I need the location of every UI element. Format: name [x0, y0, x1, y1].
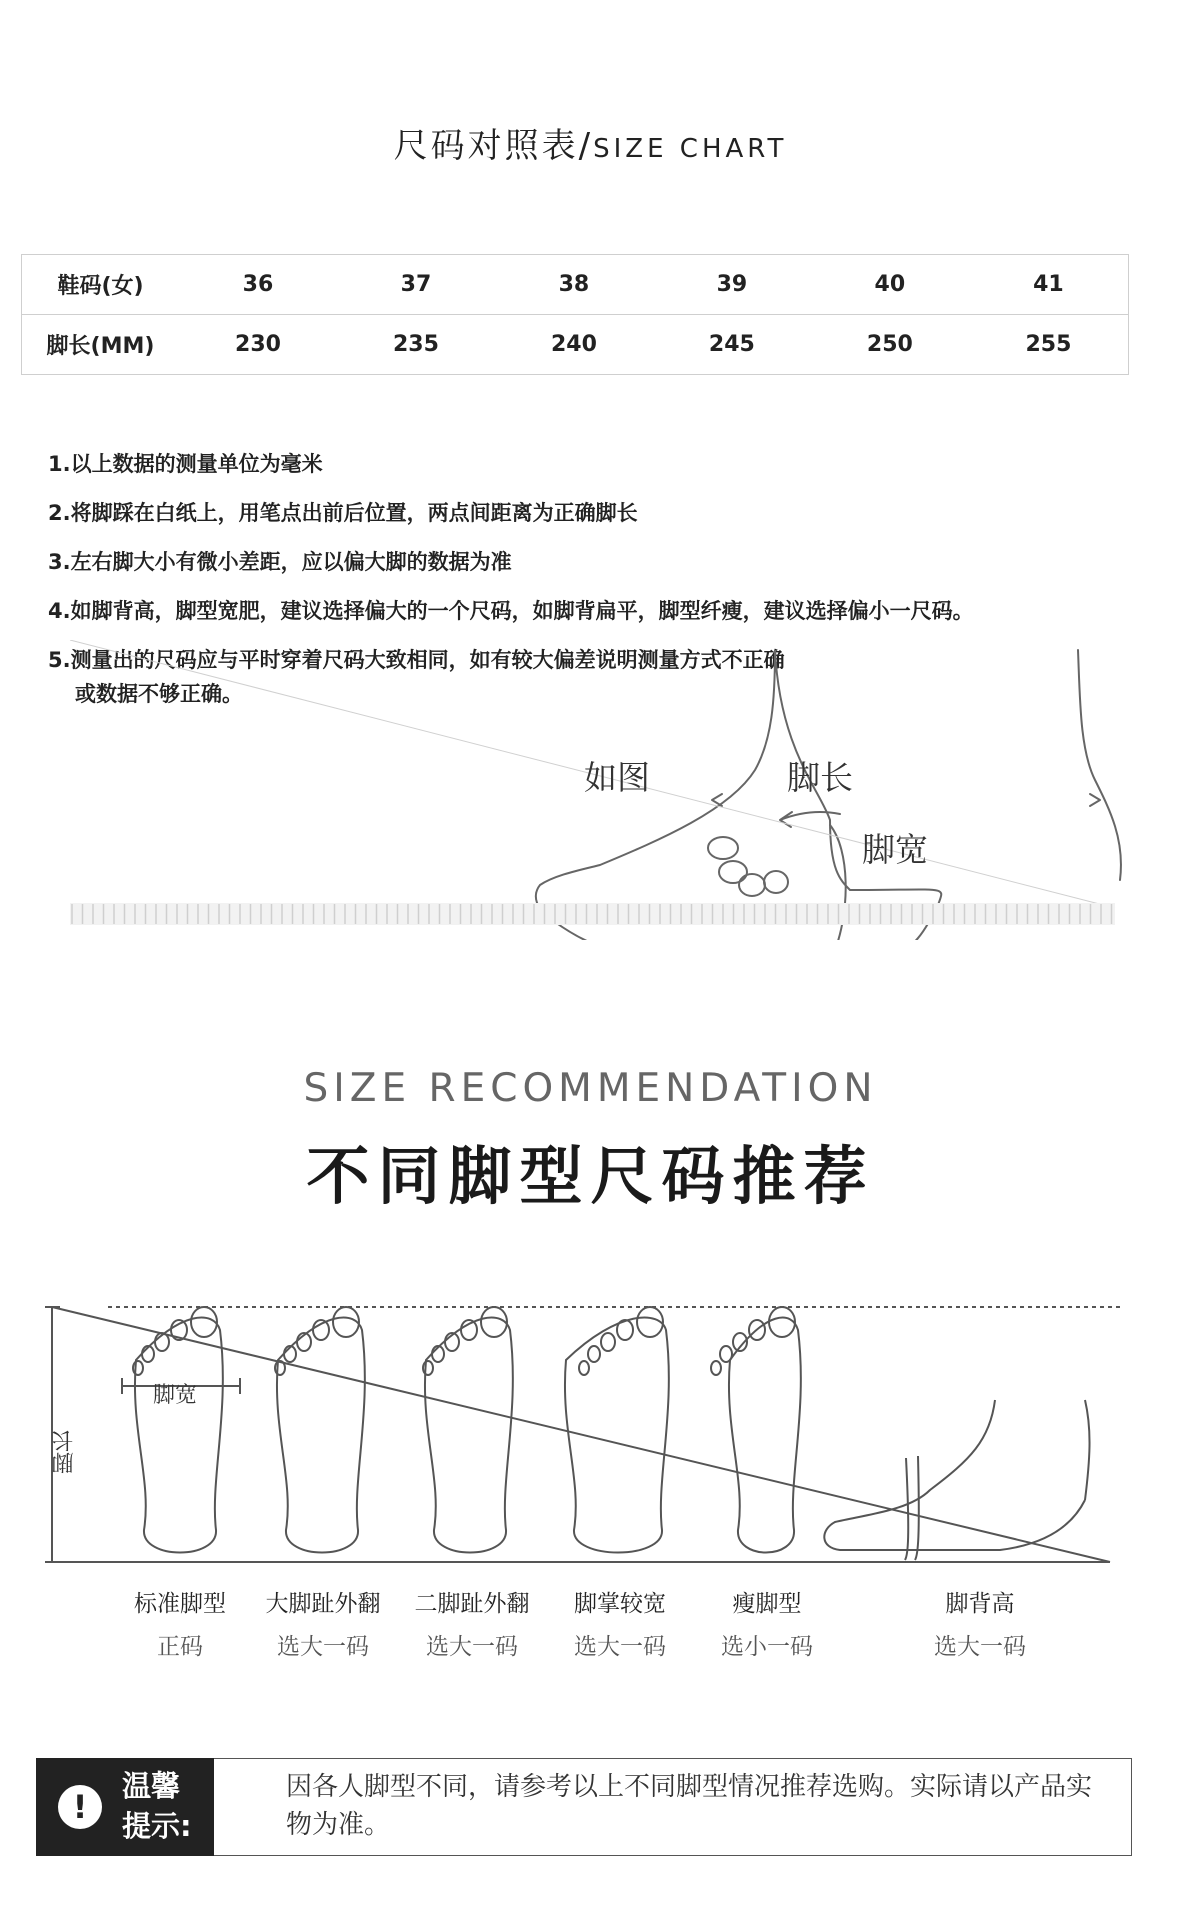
foot-type-standard: [110, 1585, 250, 1661]
note-4: 4.如脚背高，脚型宽肥，建议选择偏大的一个尺码，如脚背扁平，脚型纤瘦，建议选择偏小一尺码。: [48, 599, 974, 623]
size-chart-title-sep: /: [578, 126, 594, 166]
size-chart-title: [0, 118, 1181, 167]
table-cell: 36: [179, 255, 337, 315]
foot-type-second-toe: [402, 1585, 542, 1661]
as-shown-label: 如图: [584, 758, 650, 797]
foot-type-name: 标准脚型: [134, 1591, 226, 1617]
table-cell: 37: [337, 255, 495, 315]
foot-type-name: 二脚趾外翻: [414, 1591, 530, 1617]
row-label-shoe-size: 鞋码(女): [22, 255, 180, 315]
tip-title-line-1: 温馨: [122, 1769, 181, 1803]
table-row-shoe-size: [22, 255, 1129, 315]
width-label: 脚宽: [153, 1383, 198, 1408]
exclamation-icon: !: [58, 1785, 102, 1829]
foot-type-recommendation: 选大一码: [426, 1634, 518, 1660]
row-label-foot-length: 脚长(MM): [46, 334, 155, 359]
foot-type-recommendation: 选大一码: [934, 1634, 1026, 1660]
foot-type-recommendation: 正码: [157, 1634, 203, 1660]
size-chart-title-en: SIZE CHART: [593, 134, 788, 164]
size-table: [21, 254, 1129, 375]
foot-type-recommendation: 选大一码: [277, 1634, 369, 1660]
table-row-foot-length: [22, 315, 1129, 375]
foot-length-label: 脚长: [787, 758, 853, 797]
foot-type-name: 大脚趾外翻: [265, 1591, 381, 1617]
note-1: 1.以上数据的测量单位为毫米: [48, 452, 323, 476]
foot-type-recommendation: 选小一码: [721, 1634, 813, 1660]
tip-title: [122, 1766, 210, 1846]
foot-type-slim: [697, 1585, 837, 1661]
tip-title-line-2: 提示:: [122, 1809, 192, 1843]
length-label: 脚长: [52, 1430, 77, 1474]
recommendation-title-cn: 不同脚型尺码推荐: [306, 1140, 875, 1213]
table-cell: 240: [550, 332, 597, 357]
note-3: 3.左右脚大小有微小差距，应以偏大脚的数据为准: [48, 550, 512, 574]
table-cell: 40: [811, 255, 969, 315]
note-5: 5.测量出的尺码应与平时穿着尺码大致相同，如有较大偏差说明测量方式不正确: [48, 648, 785, 672]
foot-type-name: 脚背高: [945, 1591, 1015, 1617]
table-cell: 245: [708, 332, 755, 357]
foot-type-name: 脚掌较宽: [574, 1591, 666, 1617]
foot-type-wide-forefoot: [550, 1585, 690, 1661]
size-chart-title-cn: 尺码对照表: [393, 126, 579, 166]
table-cell: 255: [1025, 332, 1072, 357]
table-cell: 39: [653, 255, 811, 315]
table-cell: 230: [235, 332, 281, 357]
foot-types-illustration: [0, 1290, 1181, 1590]
table-cell: 41: [969, 255, 1129, 315]
note-2: 2.将脚踩在白纸上，用笔点出前后位置，两点间距离为正确脚长: [48, 501, 638, 525]
table-cell: 250: [866, 332, 913, 357]
table-cell: 235: [392, 332, 439, 357]
foot-type-high-instep: [910, 1585, 1050, 1661]
foot-type-name: 瘦脚型: [732, 1591, 802, 1617]
tip-text: 因各人脚型不同，请参考以上不同脚型情况推荐选购。实际请以产品实物为准。: [286, 1772, 1093, 1840]
recommendation-title-en: SIZE RECOMMENDATION: [303, 1066, 878, 1111]
foot-width-label: 脚宽: [862, 830, 928, 869]
foot-type-bunion: [253, 1585, 393, 1661]
table-cell: 38: [495, 255, 653, 315]
foot-type-recommendation: 选大一码: [574, 1634, 666, 1660]
note-5-continued: 或数据不够正确。: [75, 682, 243, 706]
